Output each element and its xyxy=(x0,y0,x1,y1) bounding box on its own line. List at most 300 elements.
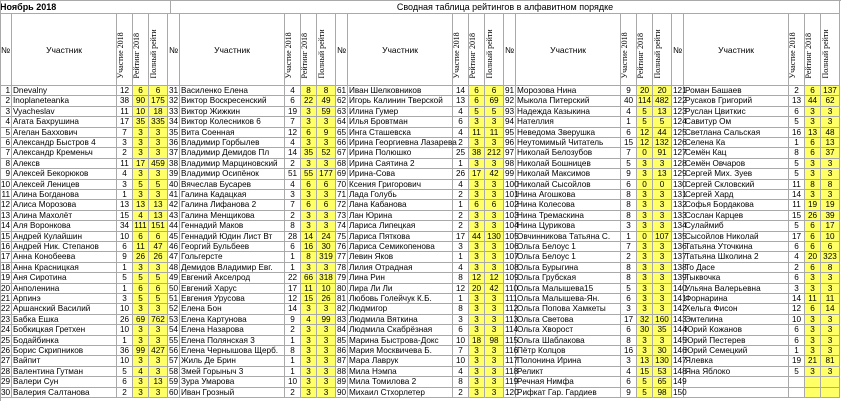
rating-value: 15 xyxy=(117,211,133,221)
rating-value: 2 xyxy=(285,211,301,221)
participant-name: Мара Лаврук xyxy=(348,356,453,366)
row-number: 95 xyxy=(505,127,515,137)
row-number: 81 xyxy=(337,294,347,303)
column-header-no: № xyxy=(336,14,348,86)
rating-value: 20 xyxy=(653,86,672,96)
row-number: 10 xyxy=(1,179,11,189)
rating-value: 10 xyxy=(453,356,469,366)
rating-value: 13 xyxy=(117,200,133,210)
vertical-header-text: Рейтинг 2018 xyxy=(635,32,645,79)
participant-name: Яна Яблоко xyxy=(684,367,789,377)
rating-value: 160 xyxy=(653,315,672,325)
row-number: 52 xyxy=(169,304,179,314)
rating-value: 3 xyxy=(821,190,840,200)
rating-value: 3 xyxy=(653,252,672,262)
row-number: 5 xyxy=(0,128,12,138)
row-number: 73 xyxy=(337,210,347,220)
row-number: 145 xyxy=(673,335,687,345)
rating-value: 19 xyxy=(789,356,805,366)
row-number: 13 xyxy=(1,210,11,220)
participant-name: Нина Тремаскина xyxy=(516,211,621,221)
row-number: 49 xyxy=(169,273,179,283)
rating-value: 6 xyxy=(805,138,821,148)
rating-value: 1 xyxy=(285,263,301,273)
participant-name: Хельга Фисон xyxy=(684,304,789,314)
rating-value: 32 xyxy=(637,315,653,325)
rating-value: 3 xyxy=(805,336,821,346)
row-number: 106 xyxy=(505,242,519,251)
row-number: 100 xyxy=(505,179,519,189)
rating-value: 3 xyxy=(133,190,149,200)
row-number: 24 xyxy=(1,325,11,335)
rating-value: 11 xyxy=(117,107,133,117)
row-number: 134 xyxy=(673,221,687,231)
rating-value: 3 xyxy=(637,252,653,262)
rating-value: 44 xyxy=(469,232,485,242)
rating-value: 13 xyxy=(637,356,653,366)
rating-value: 3 xyxy=(621,221,637,231)
rating-value: 6 xyxy=(821,242,840,252)
row-number: 146 xyxy=(673,346,687,355)
rating-value: 7 xyxy=(285,200,301,210)
rating-value: 15 xyxy=(637,367,653,377)
rating-value: 6 xyxy=(117,377,133,387)
rating-value: 8 xyxy=(621,336,637,346)
rating-value: 8 xyxy=(621,263,637,273)
participant-name: Елена Бон xyxy=(180,304,285,314)
participant-name: Аля Воронкова xyxy=(12,221,117,231)
participant-name: Алина Махолёт xyxy=(12,211,117,221)
rating-value: 3 xyxy=(469,180,485,190)
participant-name: Речная Нимфа xyxy=(516,377,621,387)
participant-name: Лариса Липецкая xyxy=(348,221,453,231)
row-number: 14 xyxy=(1,221,11,231)
participant-name: Татьяна Уточкина xyxy=(684,242,789,252)
participant-name: То Дасе xyxy=(684,263,789,273)
row-number: 136 xyxy=(673,242,687,251)
rating-value: 3 xyxy=(485,367,504,377)
participant-name: Русаков Григорий xyxy=(684,96,789,106)
vertical-header-text: Полный рейти xyxy=(317,29,326,79)
column-header-no: № xyxy=(168,14,180,86)
row-number: 54 xyxy=(169,325,179,335)
row-number: 143 xyxy=(673,314,687,324)
row-number: 128 xyxy=(673,158,687,168)
rating-value: 4 xyxy=(453,180,469,190)
rating-value: 3 xyxy=(653,263,672,273)
rating-value: 3 xyxy=(653,336,672,346)
rating-value: 12 xyxy=(485,273,504,283)
rating-value: 2 xyxy=(453,190,469,200)
participant-name: Рифкат Гар. Гардиев xyxy=(516,388,621,398)
row-number: 119 xyxy=(505,377,519,387)
rating-value: 4 xyxy=(453,367,469,377)
participant-name: Гольгерсте xyxy=(180,252,285,262)
rating-value: 3 xyxy=(805,159,821,169)
rating-value: 212 xyxy=(485,148,504,158)
rating-value: 3 xyxy=(301,325,317,335)
rating-value: 3 xyxy=(821,159,840,169)
rating-value: 3 xyxy=(805,315,821,325)
rating-value: 3 xyxy=(133,148,149,158)
rating-value: 3 xyxy=(653,200,672,210)
participant-name: Зура Умарова xyxy=(180,377,285,387)
rating-value: 3 xyxy=(821,315,840,325)
row-number: 53 xyxy=(169,314,179,324)
rating-value: 3 xyxy=(317,221,336,231)
row-number: 82 xyxy=(337,304,347,314)
row-number: 50 xyxy=(169,283,179,293)
rating-value: 66 xyxy=(301,273,317,283)
participant-name: Елена Чернышова Щерб. xyxy=(180,346,285,356)
participant-name: Лилия Отрадная xyxy=(348,263,453,273)
row-number: 111 xyxy=(505,294,518,303)
participant-name: Аня Сиротина xyxy=(12,273,117,283)
rating-value: 3 xyxy=(133,128,149,138)
rating-value: 323 xyxy=(821,252,840,262)
rating-value: 12 xyxy=(637,128,653,138)
rating-value: 13 xyxy=(805,128,821,138)
row-number: 121 xyxy=(673,86,687,95)
rating-value: 11 xyxy=(821,294,840,304)
participant-name: Виктор Воскресенский xyxy=(180,96,285,106)
row-number: 126 xyxy=(673,138,687,147)
row-number: 60 xyxy=(169,387,179,397)
rating-value: 11 xyxy=(805,294,821,304)
participant-name: Нателлия xyxy=(516,117,621,127)
row-number: 41 xyxy=(169,190,179,199)
rating-value: 9 xyxy=(317,128,336,138)
participant-name: Борис Скрипников xyxy=(12,346,117,356)
row-number: 85 xyxy=(337,335,347,345)
row-number: 122 xyxy=(673,96,687,106)
participant-name: Лира Ли Ли xyxy=(348,284,453,294)
vertical-header-text: Рейтинг 2018 xyxy=(131,32,141,79)
row-number: 4 xyxy=(0,117,12,127)
participant-name: Vyacheslav xyxy=(12,107,117,117)
row-number: 120 xyxy=(505,387,519,397)
rating-value: 3 xyxy=(485,190,504,200)
rating-value: 3 xyxy=(133,388,149,398)
rating-value: 6 xyxy=(133,86,149,96)
rating-value: 3 xyxy=(485,325,504,335)
rating-value: 21 xyxy=(805,356,821,366)
row-number: 66 xyxy=(337,138,347,147)
rating-value: 2 xyxy=(621,252,637,262)
rating-value: 26 xyxy=(117,315,133,325)
rating-value: 6 xyxy=(805,242,821,252)
rating-value: 6 xyxy=(301,200,317,210)
rating-value: 3 xyxy=(301,107,317,117)
rating-value: 81 xyxy=(821,356,840,366)
participant-name: Елена Назарова xyxy=(180,325,285,335)
rating-value: 10 xyxy=(117,325,133,335)
rating-value: 3 xyxy=(301,190,317,200)
rating-value: 130 xyxy=(653,356,672,366)
row-number: 12 xyxy=(1,200,11,210)
rating-value: 6 xyxy=(149,232,168,242)
rating-value: 3 xyxy=(317,346,336,356)
participant-name: Форнарина xyxy=(684,294,789,304)
participant-name: Бабка Ешка xyxy=(12,315,117,325)
rating-value: 3 xyxy=(133,138,149,148)
row-number: 108 xyxy=(505,262,519,272)
participant-name: Эмтелина xyxy=(684,315,789,325)
rating-value: 3 xyxy=(453,242,469,252)
row-number: 23 xyxy=(1,314,11,324)
row-number: 58 xyxy=(169,366,179,376)
row-number: 46 xyxy=(169,242,179,251)
participant-name: Галина Лифанова 2 xyxy=(180,200,285,210)
rating-value: 42 xyxy=(485,284,504,294)
rating-value: 9 xyxy=(621,388,637,398)
row-number: 48 xyxy=(169,262,179,272)
rating-value: 90 xyxy=(133,96,149,106)
rating-value: 20 xyxy=(637,86,653,96)
rating-value: 3 xyxy=(469,315,485,325)
participant-name: Юрий Пестерев xyxy=(684,336,789,346)
participant-name: Надежда Казыкина xyxy=(516,107,621,117)
rating-value: 1 xyxy=(117,284,133,294)
rating-value: 6 xyxy=(621,180,637,190)
rating-value: 36 xyxy=(117,346,133,356)
rating-value: 14 xyxy=(285,304,301,314)
row-number: 150 xyxy=(673,387,687,397)
row-number: 107 xyxy=(505,252,519,262)
participant-name: Илья Бровтман xyxy=(348,117,453,127)
rating-value: 482 xyxy=(653,96,672,106)
row-number: 18 xyxy=(1,262,11,272)
vertical-header-text: Полный рейти xyxy=(821,29,830,79)
row-number: 62 xyxy=(337,96,347,106)
rating-value: 26 xyxy=(805,211,821,221)
rating-value: 5 xyxy=(117,273,133,283)
row-number: 110 xyxy=(505,283,519,293)
rating-value: 3 xyxy=(637,190,653,200)
rating-value: 3 xyxy=(301,211,317,221)
row-number: 36 xyxy=(169,138,179,147)
rating-value: 3 xyxy=(133,304,149,314)
row-number: 129 xyxy=(673,169,687,179)
row-number: 123 xyxy=(673,106,687,116)
participant-name: Лариса Пяткова xyxy=(348,232,453,242)
rating-value: 3 xyxy=(149,138,168,148)
rating-value: 3 xyxy=(317,138,336,148)
row-number: 131 xyxy=(673,190,687,199)
rating-value: 3 xyxy=(469,325,485,335)
rating-value: 53 xyxy=(653,367,672,377)
rating-value: 3 xyxy=(653,294,672,304)
participant-name: Ирина Полюшко xyxy=(348,148,453,158)
rating-value: 3 xyxy=(637,273,653,283)
participant-name: Александр Кременьч xyxy=(12,148,117,158)
rating-value: 11 xyxy=(485,128,504,138)
rating-value: 3 xyxy=(317,388,336,398)
rating-value: 2 xyxy=(453,221,469,231)
participant-name: Неведома Зверушка xyxy=(516,128,621,138)
row-number: 3 xyxy=(0,107,12,117)
rating-value: 3 xyxy=(317,325,336,335)
row-number: 125 xyxy=(673,127,687,137)
rating-value: 44 xyxy=(653,128,672,138)
participant-name: Сослан Карцев xyxy=(684,211,789,221)
participant-name: Савитур Ом xyxy=(684,117,789,127)
rating-value: 3 xyxy=(653,242,672,252)
rating-value: 5 xyxy=(621,159,637,169)
row-number: 76 xyxy=(337,242,347,251)
rating-value: 6 xyxy=(789,325,805,335)
rating-value: 3 xyxy=(469,294,485,304)
rating-value: 6 xyxy=(317,180,336,190)
row-number: 43 xyxy=(169,210,179,220)
participant-name: Людмигор xyxy=(348,304,453,314)
rating-value: 7 xyxy=(117,128,133,138)
rating-value: 7 xyxy=(621,148,637,158)
column-header-participant: Участник xyxy=(12,14,117,86)
rating-value: 5 xyxy=(637,377,653,387)
row-number: 69 xyxy=(337,169,347,179)
participant-name: Николай Максимов xyxy=(516,169,621,179)
rating-value: 3 xyxy=(317,377,336,387)
participant-name: Игорь Калинин Тверской xyxy=(348,96,453,106)
participant-name: Виктор Жижкин xyxy=(180,107,285,117)
rating-value: 3 xyxy=(301,263,317,273)
rating-value: 13 xyxy=(821,138,840,148)
rating-value: 3 xyxy=(485,356,504,366)
rating-value: 107 xyxy=(653,232,672,242)
rating-value: 3 xyxy=(469,377,485,387)
rating-value: 3 xyxy=(317,336,336,346)
rating-value: 3 xyxy=(301,221,317,231)
rating-value: 9 xyxy=(621,86,637,96)
participant-name: Алексей Бекорюков xyxy=(12,169,117,179)
rating-value: 39 xyxy=(821,211,840,221)
rating-value: 5 xyxy=(789,117,805,127)
rating-value: 69 xyxy=(485,96,504,106)
participant-name: Ольга Малышева-Ян. xyxy=(516,294,621,304)
rating-value: 24 xyxy=(317,232,336,242)
rating-value: 3 xyxy=(805,367,821,377)
rating-value: 26 xyxy=(453,169,469,179)
rating-value: 2 xyxy=(117,148,133,158)
row-number: 84 xyxy=(337,325,347,335)
row-number: 70 xyxy=(337,179,347,189)
participant-name: Анна Красницкая xyxy=(12,263,117,273)
rating-value: 6 xyxy=(789,242,805,252)
row-number: 112 xyxy=(505,304,519,314)
row-number: 20 xyxy=(1,283,11,293)
rating-value: 3 xyxy=(301,377,317,387)
participant-name: Овчинникова Татьяна С. xyxy=(516,232,621,242)
rating-value: 65 xyxy=(653,377,672,387)
rating-value: 0 xyxy=(637,148,653,158)
row-number: 92 xyxy=(505,96,515,106)
rating-value: 5 xyxy=(133,180,149,190)
rating-value: 28 xyxy=(285,232,301,242)
rating-value: 2 xyxy=(285,159,301,169)
participant-name: Евгений Акселрод xyxy=(180,273,285,283)
rating-value: 8 xyxy=(621,200,637,210)
rating-value: 3 xyxy=(637,200,653,210)
participant-name: Светлана Сальская xyxy=(684,128,789,138)
rating-value: 62 xyxy=(821,96,840,106)
row-number: 124 xyxy=(673,117,687,127)
rating-value: 3 xyxy=(485,294,504,304)
rating-value: 42 xyxy=(485,169,504,179)
rating-value: 6 xyxy=(805,148,821,158)
row-number: 61 xyxy=(337,86,347,95)
rating-value: 55 xyxy=(301,169,317,179)
rating-value: 10 xyxy=(117,232,133,242)
column-header-participant: Участник xyxy=(516,14,621,86)
rating-value: 3 xyxy=(653,304,672,314)
rating-value: 99 xyxy=(133,346,149,356)
rating-value: 9 xyxy=(285,315,301,325)
rating-value: 10 xyxy=(789,315,805,325)
participant-name: Ольга Белоус 1 xyxy=(516,242,621,252)
row-number: 74 xyxy=(337,221,347,231)
rating-value: 3 xyxy=(149,169,168,179)
rating-value: 5 xyxy=(789,367,805,377)
row-number: 89 xyxy=(337,377,347,387)
row-number: 15 xyxy=(1,231,11,241)
rating-value: 30 xyxy=(637,325,653,335)
rating-value: 13 xyxy=(133,200,149,210)
participant-name: Нина Колесова xyxy=(516,200,621,210)
row-number: 65 xyxy=(337,127,347,137)
participant-name: Ольга Шаблакова xyxy=(516,336,621,346)
rating-value: 6 xyxy=(469,86,485,96)
participant-name: Сергей Мих. Зуев xyxy=(684,169,789,179)
row-number: 22 xyxy=(1,304,11,314)
row-number: 71 xyxy=(337,190,347,199)
row-number: 103 xyxy=(505,210,519,220)
rating-value: 3 xyxy=(317,263,336,273)
row-number: 142 xyxy=(673,304,687,314)
row-number: 40 xyxy=(169,179,179,189)
rating-value: 17 xyxy=(453,232,469,242)
rating-value: 5 xyxy=(149,273,168,283)
row-number: 16 xyxy=(1,242,11,251)
participant-name: Любовь Голейчук К.Б. xyxy=(348,294,453,304)
rating-value: 35 xyxy=(133,117,149,127)
row-number: 132 xyxy=(673,200,687,210)
rating-value: 6 xyxy=(453,117,469,127)
participant-name: Анполенина xyxy=(12,284,117,294)
participant-name: Алексв xyxy=(12,159,117,169)
participant-name: Алина Богданова xyxy=(12,190,117,200)
rating-value: 762 xyxy=(149,315,168,325)
rating-value: 6 xyxy=(149,284,168,294)
participant-name: Илина Гумер xyxy=(348,107,453,117)
rating-value: 9 xyxy=(117,252,133,262)
rating-value: 5 xyxy=(133,294,149,304)
rating-value: 3 xyxy=(317,211,336,221)
participant-name: Левин Яков xyxy=(348,252,453,262)
rating-value: 8 xyxy=(789,148,805,158)
rating-value: 3 xyxy=(285,190,301,200)
row-number: 33 xyxy=(169,106,179,116)
rating-value: 1 xyxy=(621,117,637,127)
rating-value: 3 xyxy=(149,148,168,158)
rating-value: 26 xyxy=(149,252,168,262)
rating-value: 51 xyxy=(285,169,301,179)
rating-value: 20 xyxy=(805,252,821,262)
rating-value: 8 xyxy=(301,252,317,262)
row-number: 148 xyxy=(673,366,687,376)
rating-value: 19 xyxy=(805,200,821,210)
rating-value: 17 xyxy=(789,232,805,242)
